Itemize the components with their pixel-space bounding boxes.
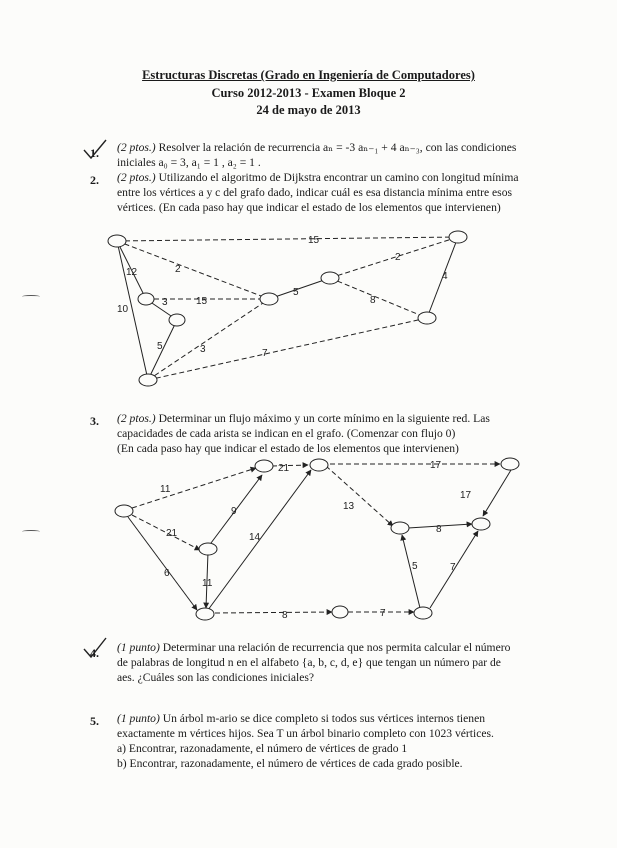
q2-line-2: entre los vértices a y c del grafo dado, indicar cuál es esa distancia mínima entre esos bbox=[117, 186, 512, 199]
question-4 bbox=[117, 640, 510, 685]
exam-date: 24 de mayo de 2013 bbox=[256, 103, 361, 117]
node-s bbox=[115, 505, 133, 517]
weight-g-e: 8 bbox=[370, 295, 376, 306]
weight-c-g: 5 bbox=[293, 287, 299, 298]
cap-g-h: 7 bbox=[380, 608, 386, 619]
q5-part-a: a) Encontrar, razonadamente, el número de vértices de grado 1 bbox=[117, 742, 408, 755]
q4-check-mark bbox=[82, 636, 108, 660]
exam-course: Curso 2012-2013 - Examen Bloque 2 bbox=[211, 86, 406, 100]
question-5 bbox=[117, 711, 494, 771]
node-t bbox=[472, 518, 490, 530]
weight-g-f: 2 bbox=[395, 252, 401, 263]
cap-f-t: 17 bbox=[460, 490, 472, 501]
q4-number: 4. bbox=[90, 646, 99, 660]
weight-a-b: 12 bbox=[126, 267, 138, 278]
scan-mark-upper bbox=[22, 295, 40, 298]
cap-c-g: 8 bbox=[282, 610, 288, 621]
cap-e-t: 8 bbox=[436, 524, 442, 535]
q5-part-b: b) Encontrar, razonadamente, el número de vértices de cada grado posible. bbox=[117, 757, 463, 770]
q5-line-1: Un árbol m-ario se dice completo si todos sus vértices internos tienen bbox=[162, 712, 486, 725]
q3-number: 3. bbox=[90, 414, 99, 428]
q3-line-2: capacidades de cada arista se indican en el grafo. (Comenzar con flujo 0) bbox=[117, 427, 456, 440]
weight-d-e: 7 bbox=[262, 348, 268, 359]
q1-number: 1. bbox=[90, 146, 99, 160]
cap-h-e: 5 bbox=[412, 561, 418, 572]
cap-a-d: 21 bbox=[278, 463, 290, 474]
arc-c-g bbox=[215, 612, 332, 613]
cap-s-a: 11 bbox=[160, 484, 171, 495]
q2-line-1: Utilizando el algoritmo de Dijkstra encontrar un camino con longitud mínima bbox=[158, 171, 519, 184]
q1-line-1: Resolver la relación de recurrencia aₙ = -3 aₙ₋₁ + 4 aₙ₋₃, con las condiciones bbox=[158, 141, 517, 154]
weight-a-d: 10 bbox=[117, 304, 129, 315]
arc-s-a bbox=[132, 468, 256, 508]
weight-a-c: 2 bbox=[175, 264, 181, 275]
q3-line-3: (En cada paso hay que indicar el estado de los elementos que intervienen) bbox=[117, 442, 459, 455]
cap-s-c: 6 bbox=[164, 568, 170, 579]
q2-line-3: vértices. (En cada paso hay que indicar el estado de los elementos que intervienen) bbox=[117, 201, 501, 214]
arc-f-t bbox=[483, 470, 511, 516]
q2-points: (2 ptos.) bbox=[117, 171, 156, 184]
q5-points: (1 punto) bbox=[117, 712, 160, 725]
cap-d-f: 17 bbox=[430, 460, 442, 471]
q4-points: (1 punto) bbox=[117, 641, 160, 654]
node-d bbox=[310, 459, 328, 471]
weight-b-h: 3 bbox=[162, 297, 168, 308]
weight-d-c: 3 bbox=[200, 344, 206, 355]
cap-b-a: 9 bbox=[231, 506, 237, 517]
cap-d-e: 13 bbox=[343, 501, 355, 512]
q4-line-2: de palabras de longitud n en el alfabeto {a, b, c, d, e} que tengan un número par de bbox=[117, 656, 501, 669]
q4-line-3: aes. ¿Cuáles son las condiciones iniciales? bbox=[117, 671, 315, 684]
node-c bbox=[196, 608, 214, 620]
q1-line-2: iniciales a₀ = 3, a₁ = 1 , a₂ = 1 . bbox=[117, 156, 261, 169]
q5-line-2: exactamente m vértices hijos. Sea T un árbol binario completo con 1023 vértices. bbox=[117, 727, 494, 740]
q3-line-1: Determinar un flujo máximo y un corte mínimo en la siguiente red. Las bbox=[158, 412, 490, 425]
weight-b-c: 15 bbox=[196, 296, 208, 307]
weight-f-e: 4 bbox=[442, 271, 448, 282]
node-g bbox=[332, 606, 348, 618]
cap-h-t: 7 bbox=[450, 562, 456, 573]
node-a bbox=[255, 460, 273, 472]
cap-b-c: 11 bbox=[202, 578, 213, 589]
q3-points: (2 ptos.) bbox=[117, 412, 156, 425]
q1-points: (2 ptos.) bbox=[117, 141, 156, 154]
node-e bbox=[391, 522, 409, 534]
exam-title: Estructuras Discretas (Grado en Ingeniería de Computadores) bbox=[142, 68, 475, 82]
weight-d-h: 5 bbox=[157, 341, 163, 352]
arc-d-e bbox=[326, 466, 393, 526]
node-b bbox=[199, 543, 217, 555]
q2-number: 2. bbox=[90, 173, 99, 187]
q5-number: 5. bbox=[90, 714, 99, 728]
cap-s-b: 21 bbox=[166, 528, 178, 539]
weight-a-f: 15 bbox=[308, 235, 320, 246]
q4-line-1: Determinar una relación de recurrencia que nos permita calcular el número bbox=[162, 641, 511, 654]
cap-c-d: 14 bbox=[249, 532, 261, 543]
node-f bbox=[501, 458, 519, 470]
node-h bbox=[414, 607, 432, 619]
scan-mark-lower bbox=[22, 530, 40, 533]
